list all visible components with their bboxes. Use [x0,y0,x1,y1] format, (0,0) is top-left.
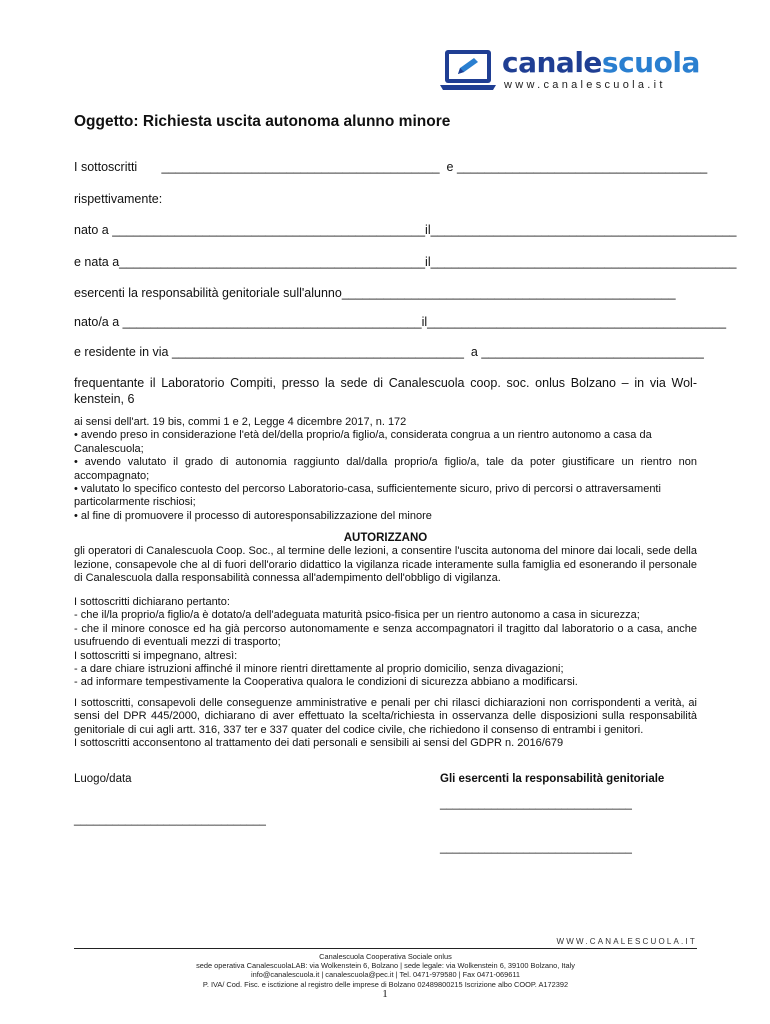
final-statement-text: I sottoscritti, consapevoli delle conseguenze amministrative e penali per chi rilasci dichiarazioni non corrispondenti a verità, ai sensi del DPR 445/2000, dichiarano di aver effettuato la scelta/richiesta in osservanza delle disposizioni sulla responsabilità genitoriale di cui agli artt. 316, 337 ter e 337 quater del codice civile, che richiedono il consenso di entrambi i genitori. [74,697,697,736]
form-line-mother-birth: e nata a____________________________________________il____________________________________________ [74,255,737,269]
declaration-line: I sottoscritti si impegnano, altresì: [74,649,238,662]
authorize-paragraph: gli operatori di Canalescuola Coop. Soc., al termine delle lezioni, a consentire l'uscita autonoma del minore dai locali, sede della lezione, consapevole che al di fuori dell'orario didattico la vigilanza ricade interamente sulla famiglia ed esonerando il personale di Canalescuola dalla responsabilità connessa all'adempimento dell'obbligo di vigilanza. [74,545,697,585]
gdpr-statement: I sottoscritti acconsentono al trattamento dei dati personali e sensibili ai sensi del GDPR n. 2016/679 [74,737,564,750]
declaration-line: I sottoscritti dichiarano pertanto: [74,596,230,608]
declaration-line: - che il minore conosce ed ha già percorso autonomamente e senza accompagnatori il tragitto dal laboratorio o a casa, anche usufruendo di eventuali mezzi di trasporto; [74,622,697,649]
declaration-line: - a dare chiare istruzioni affinché il minore rientri direttamente al proprio domicilio, senza divagazioni; [74,663,564,676]
parents-signature-label: Gli esercenti la responsabilità genitoriale [440,773,665,785]
frequentante-paragraph: frequentante il Laboratorio Compiti, presso la sede di Canalescuola coop. soc. onlus Bolzano – in via Wol-kenstein, 6 [74,376,697,406]
form-line-student: esercenti la responsabilità genitoriale sull'alunno________________________________________________ [74,286,676,300]
final-statement [74,697,697,751]
form-line-signatories: I sottoscritti ________________________________________ e ____________________________________ [74,160,708,174]
authorize-heading: AUTORIZZANO [343,532,428,544]
footer-website: WWW.CANALESCUOLA.IT [556,937,697,946]
form-line-respectively: rispettivamente: [74,192,163,206]
footer-line: sede operativa CanalescuolaLAB: via Wolkenstein 6, Bolzano | sede legale: via Wolkenstein 6, 39100 Bolzano, Italy [196,961,575,971]
authorization-block [74,532,697,586]
consideration-item: • valutato lo specifico contesto del percorso Laboratorio-casa, sufficientemente sicuro, privo di percorsi o attraversamenti particolarmente rischiosi; [74,483,661,509]
canalescuola-logo [440,46,700,96]
consideration-item: • avendo valutato il grado di autonomia raggiunto dal/dalla proprio/a figlio/a, tale da poter giustificare un rientro non accompagnato; [74,456,697,482]
consideration-item: • avendo preso in considerazione l'età del/della proprio/a figlio/a, considerata congrua a un rientro autonomo a casa da Canalescuola; [74,429,652,455]
brand-name: canalescuola [502,46,700,79]
declaration-line: - ad informare tempestivamente la Cooperativa qualora le condizioni di sicurezza abbiano a modificarsi. [74,676,578,689]
footer-info [74,952,697,989]
document-subject: Oggetto: Richiesta uscita autonoma alunno minore [74,113,451,130]
form-line-father-birth: nato a _____________________________________________il____________________________________________ [74,223,737,237]
page-number: 1 [382,988,388,1000]
place-date-line: ______________________________ [74,814,266,826]
declarations-block [74,596,697,690]
place-date-label: Luogo/data [74,773,132,785]
footer-line: info@canalescuola.it | canalescuola@pec.it | Tel. 0471-979580 | Fax 0471-069611 [250,970,521,980]
parent-signature-line-2: ______________________________ [440,842,632,854]
declaration-line: - che il/la proprio/a figlio/a è dotato/a dell'adeguata maturità psico-fisica per un rientro autonomo a casa in sicurezza; [74,609,640,622]
footer-divider [74,948,697,949]
legal-reference: ai sensi dell'art. 19 bis, commi 1 e 2, Legge 4 dicembre 2017, n. 172 [74,416,407,428]
parent-signature-line-1: ______________________________ [440,798,632,810]
form-line-student-birth: nato/a a ___________________________________________il___________________________________________ [74,315,727,329]
brand-website: www.canalescuola.it [504,79,666,91]
form-line-residence: e residente in via __________________________________________ a ________________________________ [74,345,704,359]
footer-line: P. IVA/ Cod. Fisc. e isctizione al registro delle imprese di Bolzano 02489800215 Iscrizione albo COOP. A172392 [202,979,569,989]
consideration-item: • al fine di promuovere il processo di autoresponsabilizzazione del minore [74,509,432,522]
footer-line: Canalescuola Cooperativa Sociale onlus [319,952,452,961]
considerations-block [74,416,697,523]
laptop-pencil-icon [440,48,496,92]
